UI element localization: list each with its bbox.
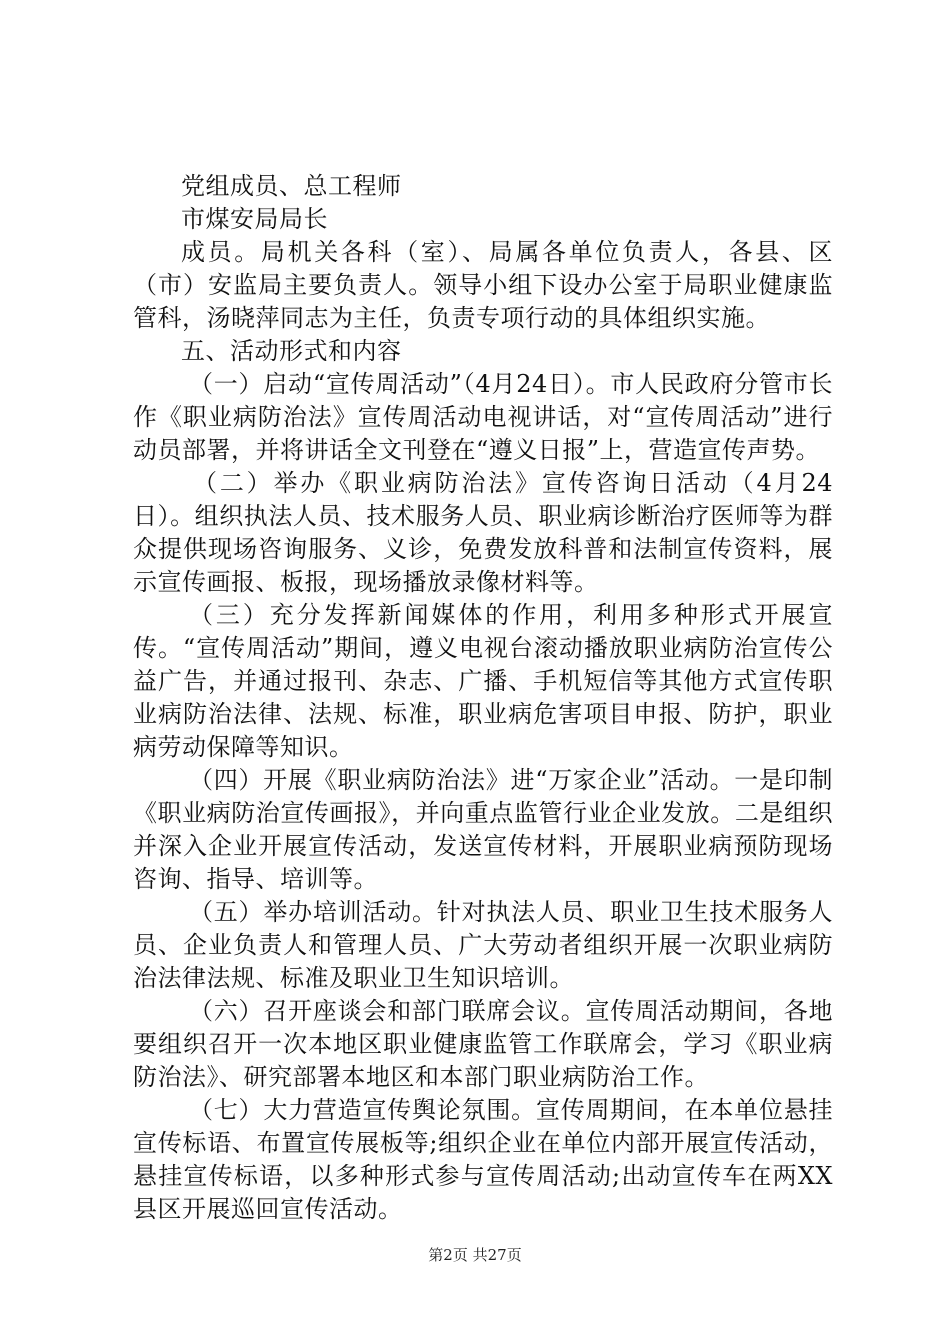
paragraph-item-3: （三）充分发挥新闻媒体的作用，利用多种形式开展宣传。“宣传周活动”期间，遵义电视台滚动播放职业病防治宣传公益广告，并通过报刊、杂志、广播、手机短信等其他方式宣传职业病防治法律、法规、标准，职业病危害项目申报、防护，职业病劳动保障等知识。 <box>133 601 833 761</box>
paragraph-item-4: （四）开展《职业病防治法》进“万家企业”活动。一是印制《职业病防治宣传画报》，并向重点监管行业企业发放。二是组织并深入企业开展宣传活动，发送宣传材料，开展职业病预防现场咨询、指导、培训等。 <box>133 766 833 893</box>
paragraph-item-1: （一）启动“宣传周活动”（4月24日）。市人民政府分管市长作《职业病防治法》宣传周活动电视讲话，对“宣传周活动”进行动员部署，并将讲话全文刊登在“遵义日报”上，营造宣传声势。 <box>133 370 833 464</box>
paragraph-item-5: （五）举办培训活动。针对执法人员、职业卫生技术服务人员、企业负责人和管理人员、广大劳动者组织开展一次职业病防治法律法规、标准及职业卫生知识培训。 <box>133 898 833 992</box>
paragraph-item-7: （七）大力营造宣传舆论氛围。宣传周期间，在本单位悬挂宣传标语、布置宣传展板等;组织企业在单位内部开展宣传活动，悬挂宣传标语，以多种形式参与宣传周活动;出动宣传车在两XX县区开展巡回宣传活动。 <box>133 1096 833 1223</box>
paragraph-role-title: 党组成员、总工程师 <box>181 172 402 200</box>
paragraph-role-director: 市煤安局局长 <box>181 205 328 233</box>
section-heading-activities: 五、活动形式和内容 <box>181 337 402 365</box>
paragraph-members: 成员。局机关各科（室）、局属各单位负责人，各县、区（市）安监局主要负责人。领导小组下设办公室于局职业健康监管科，汤晓萍同志为主任，负责专项行动的具体组织实施。 <box>133 238 833 332</box>
paragraph-item-2: （二）举办《职业病防治法》宣传咨询日活动（4月24日）。组织执法人员、技术服务人员、职业病诊断治疗医师等为群众提供现场咨询服务、义诊，免费发放科普和法制宣传资料，展示宣传画报、板报，现场播放录像材料等。 <box>133 469 833 596</box>
page-number-label: 第2页 共27页 <box>428 1246 522 1264</box>
document-body <box>133 170 833 1226</box>
page-footer <box>0 1244 950 1265</box>
paragraph-item-6: （六）召开座谈会和部门联席会议。宣传周活动期间，各地要组织召开一次本地区职业健康监管工作联席会，学习《职业病防治法》、研究部署本地区和本部门职业病防治工作。 <box>133 997 833 1091</box>
